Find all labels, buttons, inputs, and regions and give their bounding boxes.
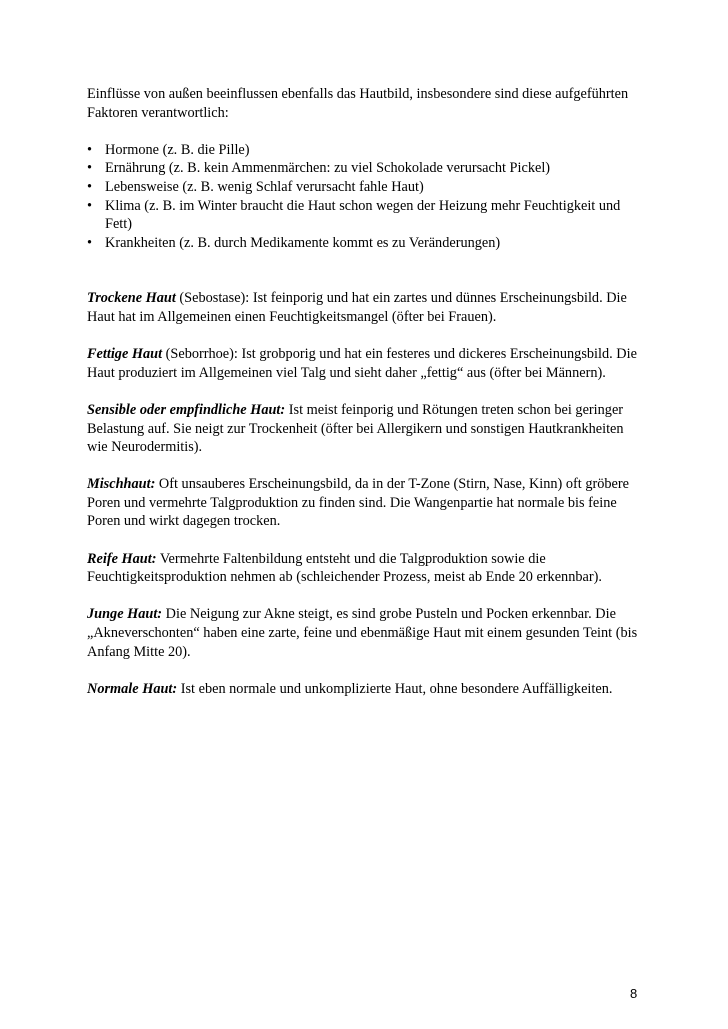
bullet-icon: • [87, 160, 93, 177]
skin-type-young [87, 605, 647, 661]
skin-type-description: (Sebostase): Ist feinporig und hat ein zartes und dünnes Erscheinungsbild. Die Haut hat im Allgemeinen einen Feuchtigkeitsmangel (öfter bei Frauen). [87, 290, 627, 325]
bullet-icon: • [87, 141, 93, 158]
list-item-text: Krankheiten (z. B. durch Medikamente kommt es zu Veränderungen) [105, 234, 501, 251]
bullet-icon: • [87, 197, 93, 214]
skin-type-term: Normale Haut: [87, 680, 178, 697]
list-item-text: Lebensweise (z. B. wenig Schlaf verursacht fahle Haut) [105, 178, 424, 195]
skin-type-description: Die Neigung zur Akne steigt, es sind grobe Pusteln und Pocken erkennbar. Die „Akneverschonten“ haben eine zarte, feine und ebenmäßige Haut mit einem gesunden Teint (bis Anfang Mitte 20). [87, 606, 638, 660]
list-item [87, 159, 647, 178]
list-item-text: Ernährung (z. B. kein Ammenmärchen: zu viel Schokolade verursacht Pickel) [105, 160, 551, 177]
list-item-text: Klima (z. B. im Winter braucht die Haut schon wegen der Heizung mehr Feuchtigkeit und Fett) [105, 197, 621, 233]
skin-type-description: Vermehrte Faltenbildung entsteht und die Talgproduktion sowie die Feuchtigkeitsproduktion nehmen ab (schleichender Prozess, meist ab Ende 20 erkennbar). [87, 550, 602, 586]
skin-type-combination [87, 475, 647, 531]
intro-paragraph: Einflüsse von außen beeinflussen ebenfalls das Hautbild, insbesondere sind diese aufgeführten Faktoren verantwortlich: [87, 86, 629, 121]
bullet-icon: • [87, 234, 93, 251]
skin-type-normal [87, 680, 647, 699]
list-item-text: Hormone (z. B. die Pille) [105, 141, 250, 158]
skin-type-term: Mischhaut: [87, 476, 156, 493]
skin-type-mature [87, 550, 647, 587]
skin-type-term: Fettige Haut [87, 346, 163, 363]
skin-type-term: Reife Haut: [87, 550, 157, 567]
factor-list [87, 141, 647, 253]
skin-type-description: (Seborrhoe): Ist grobporig und hat ein festeres und dickeres Erscheinungsbild. Die Haut produziert im Allgemeinen viel Talg und sieht daher „fettig“ aus (öfter bei Männern). [87, 346, 637, 381]
skin-type-description: Oft unsauberes Erscheinungsbild, da in der T-Zone (Stirn, Nase, Kinn) oft gröbere Poren und vermehrte Talgproduktion zu finden sind. Die Wangenpartie hat normale bis feine Poren und wirkt dagegen trocken. [87, 476, 630, 530]
list-item [87, 197, 647, 234]
bullet-icon: • [87, 178, 93, 195]
skin-type-term: Sensible oder empfindliche Haut: [87, 401, 286, 418]
skin-type-sensitive [87, 401, 647, 457]
list-item [87, 178, 647, 197]
list-item [87, 141, 647, 160]
skin-type-term: Trockene Haut [87, 290, 176, 307]
skin-type-description: Ist eben normale und unkomplizierte Haut, ohne besondere Auffälligkeiten. [177, 680, 613, 697]
page-number: 8 [630, 986, 638, 1001]
skin-type-term: Junge Haut: [87, 606, 163, 623]
skin-type-description: Ist meist feinporig und Rötungen treten schon bei geringer Belastung auf. Sie neigt zur Trockenheit (öfter bei Allergikern und sonstigen Hautkrankheiten wie Neurodermitis). [87, 401, 624, 456]
skin-type-dry [87, 289, 647, 326]
document-page [87, 85, 647, 698]
list-item [87, 234, 647, 253]
skin-type-oily [87, 345, 647, 382]
